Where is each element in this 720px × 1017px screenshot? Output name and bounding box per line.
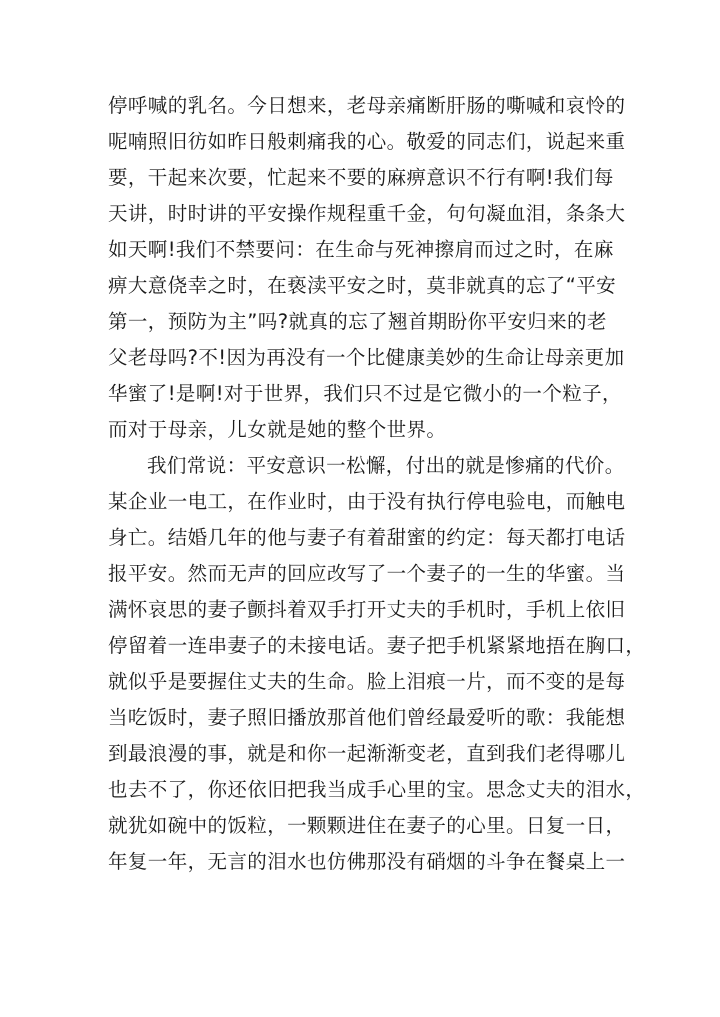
text-line: 天讲，时时讲的平安操作规程重千金，句句凝血泪，条条大 xyxy=(108,202,626,225)
text-line: 痹大意侥幸之时，在亵渎平安之时，莫非就真的忘了“平安 xyxy=(108,274,617,297)
text-line: 满怀哀思的妻子颤抖着双手打开丈夫的手机时，手机上依旧 xyxy=(108,598,626,621)
text-line: 也去不了，你还依旧把我当成手心里的宝。思念丈夫的泪水， xyxy=(108,778,646,801)
text-line: 报平安。然而无声的回应改写了一个妻子的一生的华蜜。当 xyxy=(108,562,626,585)
paragraph-1 xyxy=(108,88,626,448)
paragraph-2 xyxy=(108,448,646,880)
text-line: 到最浪漫的事，就是和你一起渐渐变老，直到我们老得哪儿 xyxy=(108,742,626,765)
text-line: 我们常说：平安意识一松懈，付出的就是惨痛的代价。 xyxy=(147,454,625,477)
body-text xyxy=(108,88,646,880)
text-line: 如天啊!我们不禁要问：在生命与死神擦肩而过之时，在麻 xyxy=(108,238,614,261)
text-line: 年复一年，无言的泪水也仿佛那没有硝烟的斗争在餐桌上一 xyxy=(108,850,626,873)
text-line: 就犹如碗中的饭粒，一颗颗进住在妻子的心里。日复一日， xyxy=(108,814,626,837)
text-line: 停呼喊的乳名。今日想来，老母亲痛断肝肠的嘶喊和哀怜的 xyxy=(108,94,626,117)
text-line: 当吃饭时，妻子照旧播放那首他们曾经最爱听的歌：我能想 xyxy=(108,706,626,729)
text-line: 身亡。结婚几年的他与妻子有着甜蜜的约定：每天都打电话 xyxy=(108,526,626,549)
text-line: 华蜜了!是啊!对于世界，我们只不过是它微小的一个粒子， xyxy=(108,382,622,405)
text-line: 就似乎是要握住丈夫的生命。脸上泪痕一片，而不变的是每 xyxy=(108,670,626,693)
text-line: 父老母吗?不!因为再没有一个比健康美妙的生命让母亲更加 xyxy=(108,346,625,369)
text-line: 停留着一连串妻子的未接电话。妻子把手机紧紧地捂在胸口， xyxy=(108,634,646,657)
text-line: 要，干起来次要，忙起来不要的麻痹意识不行有啊!我们每 xyxy=(108,166,614,189)
text-line: 而对于母亲，儿女就是她的整个世界。 xyxy=(108,418,447,441)
text-line: 第一，预防为主”吗?就真的忘了翘首期盼你平安归来的老 xyxy=(108,310,607,333)
text-line: 某企业一电工，在作业时，由于没有执行停电验电，而触电 xyxy=(108,490,626,513)
text-line: 呢喃照旧彷如昨日般刺痛我的心。敬爱的同志们，说起来重 xyxy=(108,130,626,153)
